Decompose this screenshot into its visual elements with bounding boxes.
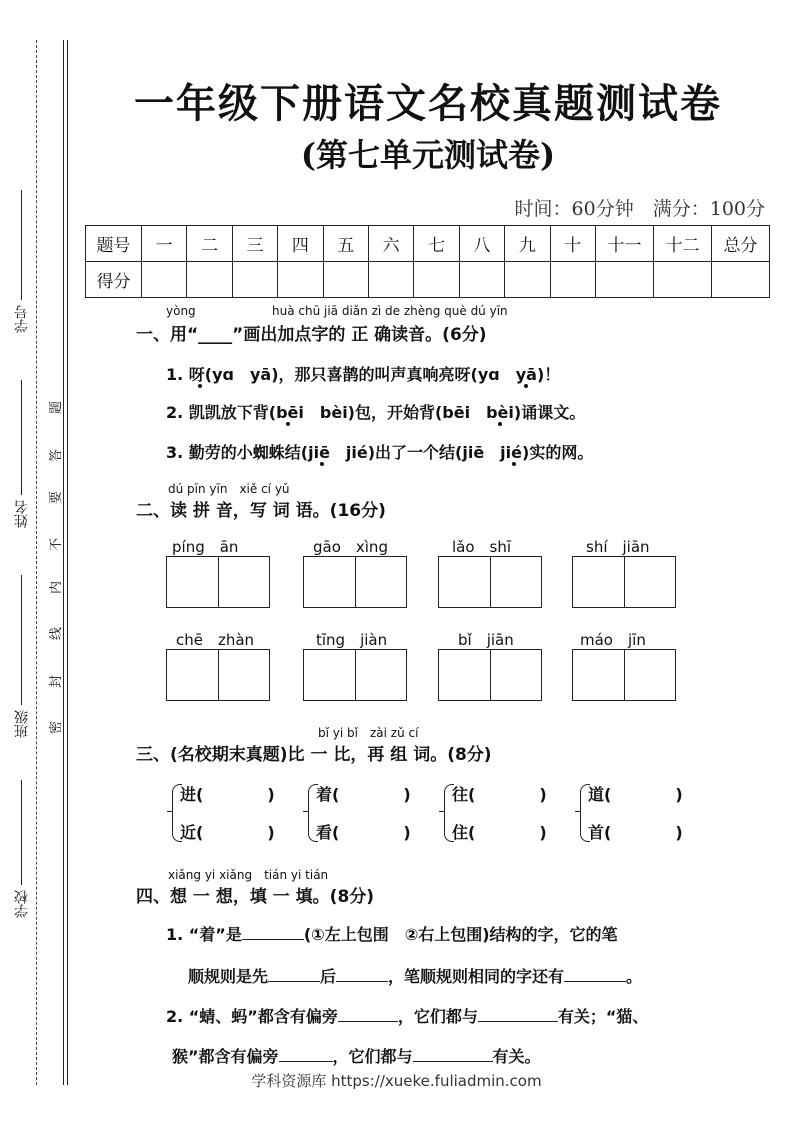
- writing-box[interactable]: [303, 556, 407, 608]
- score-input-cell[interactable]: [232, 262, 277, 298]
- emphasis-dot: [498, 422, 502, 426]
- section1-pinyin: yòng: [166, 304, 196, 318]
- pinyin-word: tīng jiàn: [316, 631, 388, 649]
- student-id-line: [21, 190, 22, 300]
- score-input-cell[interactable]: [187, 262, 232, 298]
- section3-pinyin: bǐ yi bǐ zài zǔ cí: [318, 726, 419, 740]
- score-input-cell[interactable]: [368, 262, 413, 298]
- question-text: 有关；“猫、: [557, 1007, 649, 1026]
- class-label: 班级: [14, 710, 30, 738]
- table-cell: 一: [142, 226, 187, 262]
- table-cell: 四: [278, 226, 323, 262]
- answer-blank[interactable]: [242, 924, 304, 940]
- page-subtitle: (第七单元测试卷): [300, 136, 556, 174]
- answer-blank[interactable]: [413, 1046, 493, 1062]
- writing-box[interactable]: [572, 649, 676, 701]
- compare-word[interactable]: 道( ): [588, 785, 683, 804]
- question-line: [166, 1004, 648, 1027]
- margin-note-char: 要: [49, 490, 65, 505]
- writing-box[interactable]: [166, 649, 270, 701]
- time-info: 时间：60分钟 满分：100分: [514, 198, 765, 220]
- question-text: ，它们都与: [332, 1047, 413, 1066]
- writing-box[interactable]: [303, 649, 407, 701]
- emphasis-dot: [512, 462, 516, 466]
- question-text: 1. “着”是: [166, 925, 242, 944]
- section2-title: 二、读 拼 音，写 词 语。(16分): [136, 501, 386, 521]
- table-cell: 五: [323, 226, 368, 262]
- table-cell: 题号: [86, 226, 142, 262]
- table-cell: 九: [505, 226, 550, 262]
- pinyin-word: máo jīn: [580, 631, 646, 649]
- pinyin-word: shí jiān: [586, 538, 650, 556]
- pinyin-word: gāo xìng: [313, 538, 388, 556]
- writing-box[interactable]: [438, 556, 542, 608]
- answer-blank[interactable]: [336, 966, 388, 982]
- answer-blank[interactable]: [564, 966, 626, 982]
- compare-word[interactable]: 进( ): [180, 785, 275, 804]
- section2-pinyin: dú pīn yīn xiě cí yǔ: [168, 482, 290, 496]
- score-input-cell[interactable]: [414, 262, 459, 298]
- compare-word[interactable]: 住( ): [452, 823, 547, 842]
- table-cell: 三: [232, 226, 277, 262]
- page-title: 一年级下册语文名校真题测试卷: [134, 80, 722, 127]
- question-item: 1. 呀(yɑ yā)，那只喜鹊的叫声真响亮呀(yɑ yā)！: [166, 365, 561, 384]
- table-cell: 七: [414, 226, 459, 262]
- question-text: 2. “蜻、蚂”都含有偏旁: [166, 1007, 338, 1026]
- name-line: [21, 380, 22, 495]
- binding-line: [63, 40, 64, 1085]
- name-label: 姓名: [14, 500, 30, 528]
- binding-line: [67, 40, 68, 1085]
- student-id-label: 学号: [14, 305, 30, 333]
- score-table: [85, 225, 770, 298]
- pinyin-word: chē zhàn: [176, 631, 255, 649]
- compare-word[interactable]: 看( ): [316, 823, 411, 842]
- section4-pinyin: xiǎng yi xiǎng tián yi tián: [168, 868, 329, 882]
- compare-word[interactable]: 近( ): [180, 823, 275, 842]
- question-text: (①左上包围 ②右上包围)结构的字，它的笔: [303, 925, 618, 944]
- score-input-cell[interactable]: [654, 262, 712, 298]
- question-item: 2. 凯凯放下背(bēi bèi)包，开始背(bēi bèi)诵课文。: [166, 403, 586, 422]
- score-table-header-row: [86, 226, 770, 262]
- question-text: 顺规则是先: [188, 967, 269, 986]
- table-cell: 得分: [86, 262, 142, 298]
- compare-word[interactable]: 着( ): [316, 785, 411, 804]
- answer-blank[interactable]: [478, 1006, 558, 1022]
- score-input-cell[interactable]: [550, 262, 595, 298]
- emphasis-dot: [320, 462, 324, 466]
- answer-blank[interactable]: [338, 1006, 398, 1022]
- question-line: [188, 964, 642, 987]
- question-line: [172, 1044, 541, 1067]
- question-text: ，它们都与: [397, 1007, 478, 1026]
- table-cell: 二: [187, 226, 232, 262]
- score-input-cell[interactable]: [505, 262, 550, 298]
- question-text: 有关。: [492, 1047, 541, 1066]
- table-cell: 十一: [596, 226, 654, 262]
- answer-blank[interactable]: [279, 1046, 333, 1062]
- score-input-cell[interactable]: [712, 262, 770, 298]
- section4-title: 四、想 一 想，填 一 填。(8分): [136, 887, 375, 907]
- section1-pinyin: huà chū jiā diǎn zì de zhèng què dú yīn: [272, 304, 508, 318]
- writing-box[interactable]: [438, 649, 542, 701]
- margin-note-char: 线: [49, 626, 65, 641]
- school-label: 学校: [14, 890, 30, 918]
- compare-word[interactable]: 往( ): [452, 785, 547, 804]
- question-text: ，笔顺规则相同的字还有: [388, 967, 565, 986]
- score-input-cell[interactable]: [459, 262, 504, 298]
- pinyin-word: píng ān: [172, 538, 239, 556]
- score-input-cell[interactable]: [323, 262, 368, 298]
- margin-note-char: 答: [49, 448, 65, 463]
- emphasis-dot: [286, 422, 290, 426]
- table-cell: 十: [550, 226, 595, 262]
- margin-note-char: 不: [49, 537, 65, 552]
- emphasis-dot: [524, 384, 528, 388]
- margin-note-char: 内: [49, 580, 65, 595]
- binding-dashed-line: [36, 40, 37, 1085]
- score-input-cell[interactable]: [596, 262, 654, 298]
- footer-watermark: 学科资源库 https://xueke.fuliadmin.com: [251, 1072, 542, 1090]
- answer-blank[interactable]: [268, 966, 320, 982]
- writing-box[interactable]: [166, 556, 270, 608]
- score-table-score-row: [86, 262, 770, 298]
- question-text: 猴”都含有偏旁: [172, 1047, 279, 1066]
- question-text: 。: [626, 967, 643, 986]
- margin-note-char: 题: [49, 400, 65, 415]
- writing-box[interactable]: [572, 556, 676, 608]
- section3-title: 三、(名校期末真题)比 一 比，再 组 词。(8分): [136, 745, 492, 765]
- margin-note-char: 密: [49, 720, 65, 735]
- question-item: 3. 勤劳的小蜘蛛结(jiē jié)出了一个结(jiē jié)实的网。: [166, 443, 594, 462]
- question-text: 后: [320, 967, 337, 986]
- table-cell: 六: [368, 226, 413, 262]
- emphasis-dot: [198, 384, 202, 388]
- table-cell: 八: [459, 226, 504, 262]
- pinyin-word: lǎo shī: [452, 538, 512, 556]
- class-line: [21, 575, 22, 705]
- question-line: [166, 922, 618, 945]
- table-cell: 总分: [712, 226, 770, 262]
- margin-note-char: 封: [49, 674, 65, 689]
- school-line: [21, 780, 22, 885]
- pinyin-word: bǐ jiān: [458, 631, 514, 649]
- compare-word[interactable]: 首( ): [588, 823, 683, 842]
- table-cell: 十二: [654, 226, 712, 262]
- score-input-cell[interactable]: [142, 262, 187, 298]
- section1-title: 一、用“____”画出加点字的 正 确读音。(6分): [136, 325, 487, 345]
- score-input-cell[interactable]: [278, 262, 323, 298]
